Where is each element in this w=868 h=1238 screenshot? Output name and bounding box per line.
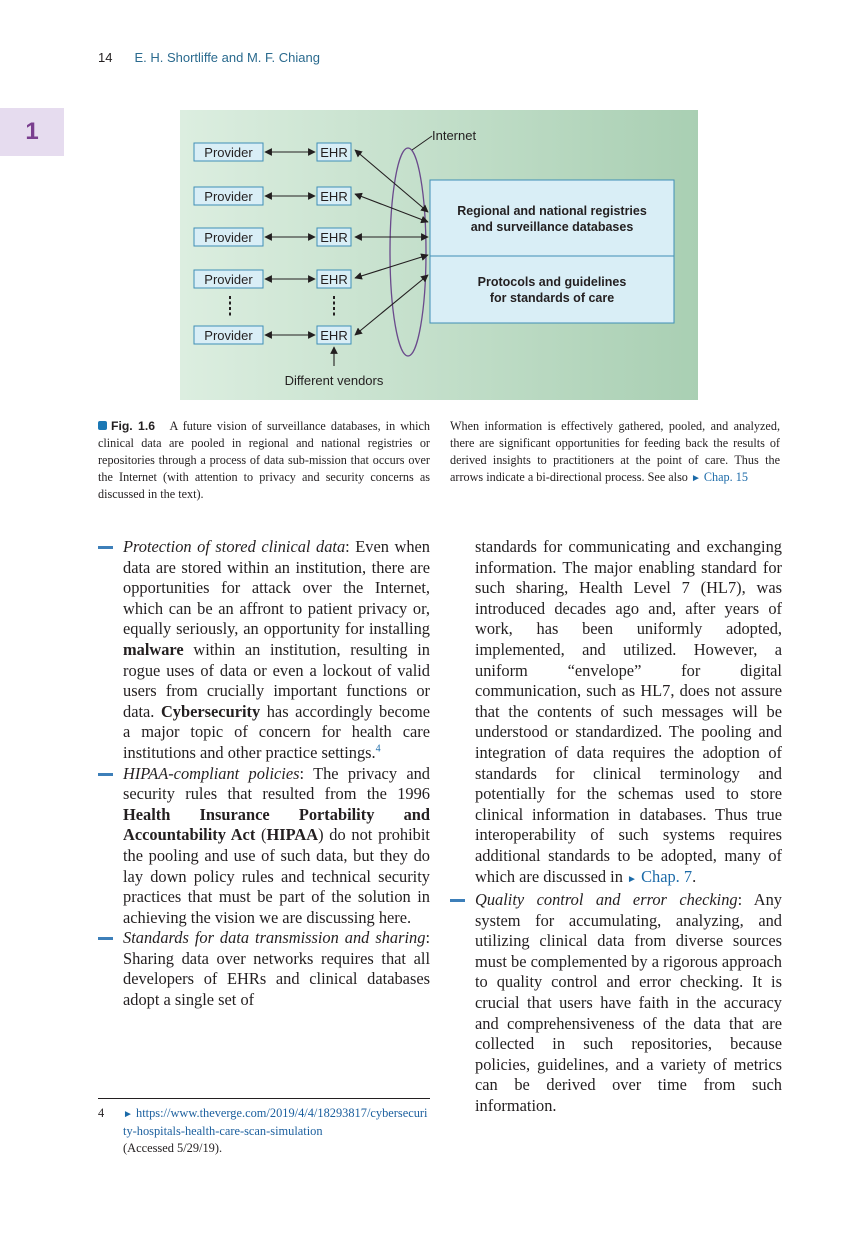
provider-label: Provider: [204, 189, 253, 204]
page-number: 14: [98, 50, 113, 65]
internet-ellipse: [390, 148, 426, 356]
list-item: [98, 764, 430, 929]
item-title: Quality control and error checking: [475, 890, 738, 910]
footnote: [98, 1105, 430, 1157]
link-arrow-icon: ►: [123, 1109, 133, 1120]
ehr-box-5: [317, 326, 351, 344]
item-text: has accordingly become a major topic of concern for health care institutions and other practice settings.: [123, 701, 430, 762]
term-cybersecurity: Cybersecurity: [160, 701, 261, 721]
vendors-label: Different vendors: [284, 373, 384, 388]
item-text: ) do not prohibit the pooling and use of such data, but they do lay down policy rules and technical security practices that must be part of the solution in achieving the vision we are discussing here.: [123, 825, 430, 927]
item-text: : Any system for accumulating, analyzing, and utilizing clinical data from diverse sources must be complemented by a rigorous approach to quality control and error checking. It is crucial that users have faith in the accuracy and comprehensiveness of the data that are collected in such repositories, because policies, guidelines, and a variety of metrics can be derived over time from such information.: [475, 890, 782, 1116]
chap-ref-link[interactable]: Chap. 7: [641, 866, 693, 886]
registries-line-1: Regional and national registries: [457, 204, 647, 218]
provider-label: Provider: [204, 272, 253, 287]
provider-box-3: [194, 228, 263, 246]
ehr-label: EHR: [320, 145, 348, 160]
body-column-left: [98, 537, 430, 1011]
provider-box-2: [194, 187, 263, 205]
bullet-dash-icon: [98, 937, 113, 940]
ehr-label: EHR: [320, 189, 348, 204]
bullet-dash-icon: [450, 899, 465, 902]
registries-line-2: and surveillance databases: [470, 220, 634, 234]
running-header: [98, 50, 320, 65]
provider-label: Provider: [204, 328, 253, 343]
authors: E. H. Shortliffe and M. F. Chiang: [134, 50, 320, 65]
ehr-box-3: [317, 228, 351, 246]
figure-diagram: [180, 110, 698, 400]
list-item: [98, 537, 430, 764]
caption-text-right: When information is effectively gathered, pooled, and analyzed, there are significant opportunities for feeding back the results of derived insights to practitioners at the point of care. Thus the arrows indicate a bi-directional process. See also: [450, 419, 780, 484]
internet-label: Internet: [432, 128, 477, 143]
item-text: standards for communicating and exchanging information. The major enabling standard for such sharing, Health Level 7 (HL7), was introduced decades ago and, after years of work, has been uniformly adopted, implemented, and utilized. However, a uniform “envelope” for digital communication, such as HL7, does not assure that the contents of such messages will be understood or standardized. The pooling and integration of data requires the adoption of standards for clinical terminology and potentially for the schemas used to store clinical information in databases. Thus true interoperability of such systems requires additional standards to be adopted, many of which are discussed in: [475, 537, 782, 886]
cross-reference-icon: ►: [627, 873, 637, 885]
registries-box: [430, 180, 674, 256]
figure-marker-icon: [98, 421, 107, 430]
provider-box-5: [194, 326, 263, 344]
term-malware: malware: [123, 639, 184, 659]
provider-box-1: [194, 143, 263, 161]
provider-ehr-arrows: [265, 152, 315, 335]
ehr-label: EHR: [320, 230, 348, 245]
item-text: : Even when data are stored within an institution, there are opportunities for attack over the Internet, which can be an affront to patient privacy or, equally seriously, an opportunity for installing: [123, 537, 430, 639]
item-title: Protection of stored clinical data: [123, 537, 346, 556]
figure-caption-left: [98, 418, 430, 503]
ehr-label: EHR: [320, 272, 348, 287]
provider-label: Provider: [204, 230, 253, 245]
cross-reference-icon: ►: [690, 473, 701, 484]
caption-text-left: A future vision of surveillance databases, in which clinical data are pooled in regional and national registries or repositories through a process of data sub-mission that occurs over the Internet (with attention to privacy and security concerns as discussed in the text).: [98, 419, 431, 501]
term-hipaa: HIPAA: [266, 825, 319, 845]
ehr-box-2: [317, 187, 351, 205]
list-item: [98, 928, 430, 1010]
item-text: : The privacy and security rules that resulted from the 1996: [123, 763, 430, 804]
bullet-dash-icon: [98, 546, 113, 549]
protocols-line-1: Protocols and guidelines: [477, 275, 627, 289]
continuation-marks: [230, 296, 334, 318]
ehr-label: EHR: [320, 328, 348, 343]
item-title: Standards for data transmission and sharing: [123, 928, 426, 948]
provider-label: Provider: [204, 145, 253, 160]
item-text: within an institution, resulting in rogue uses of data or even a lockout of valid users from crucially important functions or data.: [123, 639, 430, 721]
footnote-divider: [98, 1098, 430, 1099]
protocols-line-2: for standards of care: [489, 291, 615, 305]
footnote-number: 4: [98, 1106, 105, 1120]
item-title: HIPAA-compliant policies: [123, 763, 300, 783]
ehr-box-4: [317, 270, 351, 288]
list-item: [450, 890, 782, 1117]
caption-chap-ref[interactable]: Chap. 15: [703, 470, 748, 484]
internet-pointer: [412, 136, 432, 150]
ehr-database-arrows: [355, 150, 428, 335]
figure-1-6: [180, 110, 698, 400]
ehr-box-1: [317, 143, 351, 161]
provider-box-4: [194, 270, 263, 288]
footnote-url[interactable]: https://www.theverge.com/2019/4/4/18293817/cybersecurity-hospitals-health-care-scan-simulation: [123, 1106, 428, 1138]
term-hipaa-full: Health Insurance Portability and Accountability Act: [123, 804, 430, 845]
continued-paragraph: standards for communicating and exchanging information. The major enabling standard for such sharing, Health Level 7 (HL7), was introduced decades ago and, after years of work, has been uniformly adopted, implemented, and utilized. However, a uniform “envelope” for digital communication, such as HL7, does not assure that the contents of such messages will be understood or standardized. The pooling and integration of data requires the adoption of standards for clinical terminology and potentially for the schemas used to store clinical information in databases. Thus true interoperability of such systems requires additional standards to be adopted, many of which are discussed in ► Chap. 7.: [475, 537, 782, 886]
chapter-tab: 1: [0, 108, 64, 156]
item-text: (: [255, 825, 267, 845]
protocols-box: [430, 256, 674, 323]
item-text: : Sharing data over networks requires that all developers of EHRs and clinical databases adopt a single set of: [123, 928, 430, 1010]
footnote-accessed: (Accessed 5/29/19).: [123, 1141, 223, 1155]
bullet-dash-icon: [98, 773, 113, 776]
body-column-right: [450, 537, 782, 1117]
figure-label: Fig. 1.6: [111, 419, 156, 433]
figure-caption-right: [450, 418, 780, 487]
footnote-marker[interactable]: 4: [375, 743, 381, 755]
